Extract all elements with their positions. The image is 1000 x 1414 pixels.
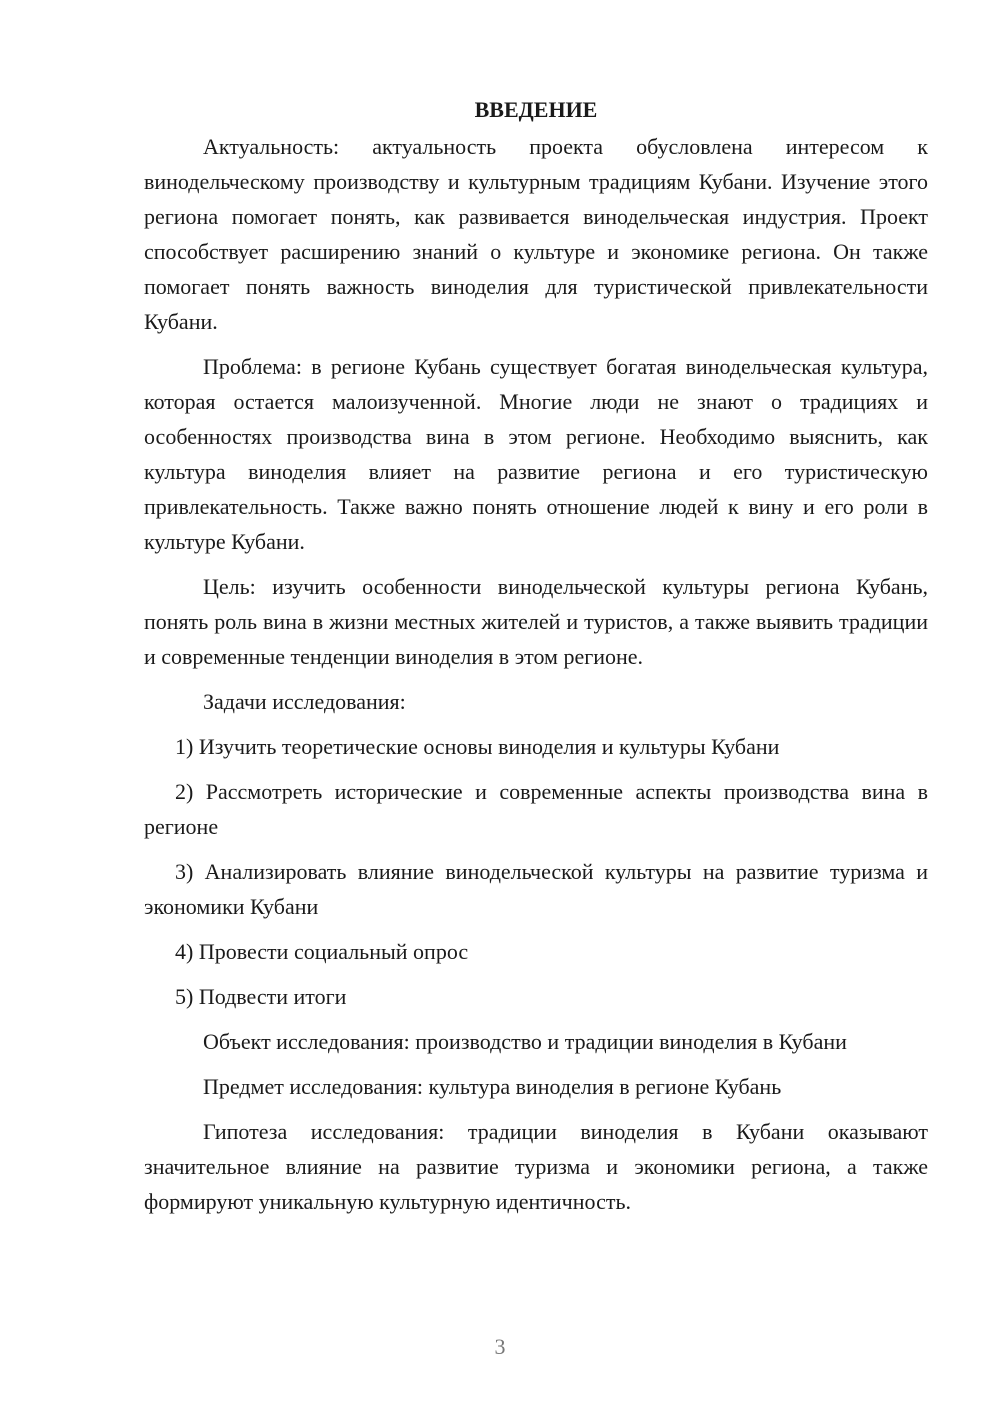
page-title: ВВЕДЕНИЕ	[474, 97, 598, 122]
paragraph-hypothesis: Гипотеза исследования: традиции виноделия в Кубани оказывают значительное влияние на развитие туризма и экономики региона, а также формируют уникальную культурную идентичность.	[144, 1119, 928, 1214]
list-item: 5) Подвести итоги	[175, 984, 347, 1009]
tasks-heading: Задачи исследования:	[203, 689, 406, 714]
paragraph-relevance: Актуальность: актуальность проекта обусловлена интересом к винодельческому производству и культурным традициям Кубани. Изучение этого региона помогает понять, как развивается винодельческая индустрия. Проект способствует расширению знаний о культуре и экономике региона. Он также помогает понять важность виноделия для туристической привлекательности Кубани.	[144, 134, 928, 334]
list-item: 3) Анализировать влияние винодельческой культуры на развитие туризма и экономики Кубани	[144, 859, 928, 919]
list-item: 2) Рассмотреть исторические и современные аспекты производства вина в регионе	[144, 779, 928, 839]
page-number: 3	[494, 1334, 506, 1359]
document-page	[144, 92, 928, 1229]
paragraph-subject: Предмет исследования: культура виноделия в регионе Кубань	[203, 1074, 782, 1099]
paragraph-problem: Проблема: в регионе Кубань существует богатая винодельческая культура, которая остается малоизученной. Многие люди не знают о традициях и особенностях производства вина в этом регионе. Необходимо выяснить, как культура виноделия влияет на развитие региона и его туристическую привлекательность. Также важно понять отношение людей к вину и его роли в культуре Кубани.	[144, 354, 928, 554]
list-item: 4) Провести социальный опрос	[175, 939, 469, 964]
list-item: 1) Изучить теоретические основы виноделия и культуры Кубани	[175, 734, 780, 759]
paragraph-object: Объект исследования: производство и традиции виноделия в Кубани	[203, 1029, 847, 1054]
tasks-list	[144, 729, 928, 1014]
paragraph-goal: Цель: изучить особенности винодельческой культуры региона Кубань, понять роль вина в жизни местных жителей и туристов, а также выявить традиции и современные тенденции виноделия в этом регионе.	[144, 574, 928, 669]
